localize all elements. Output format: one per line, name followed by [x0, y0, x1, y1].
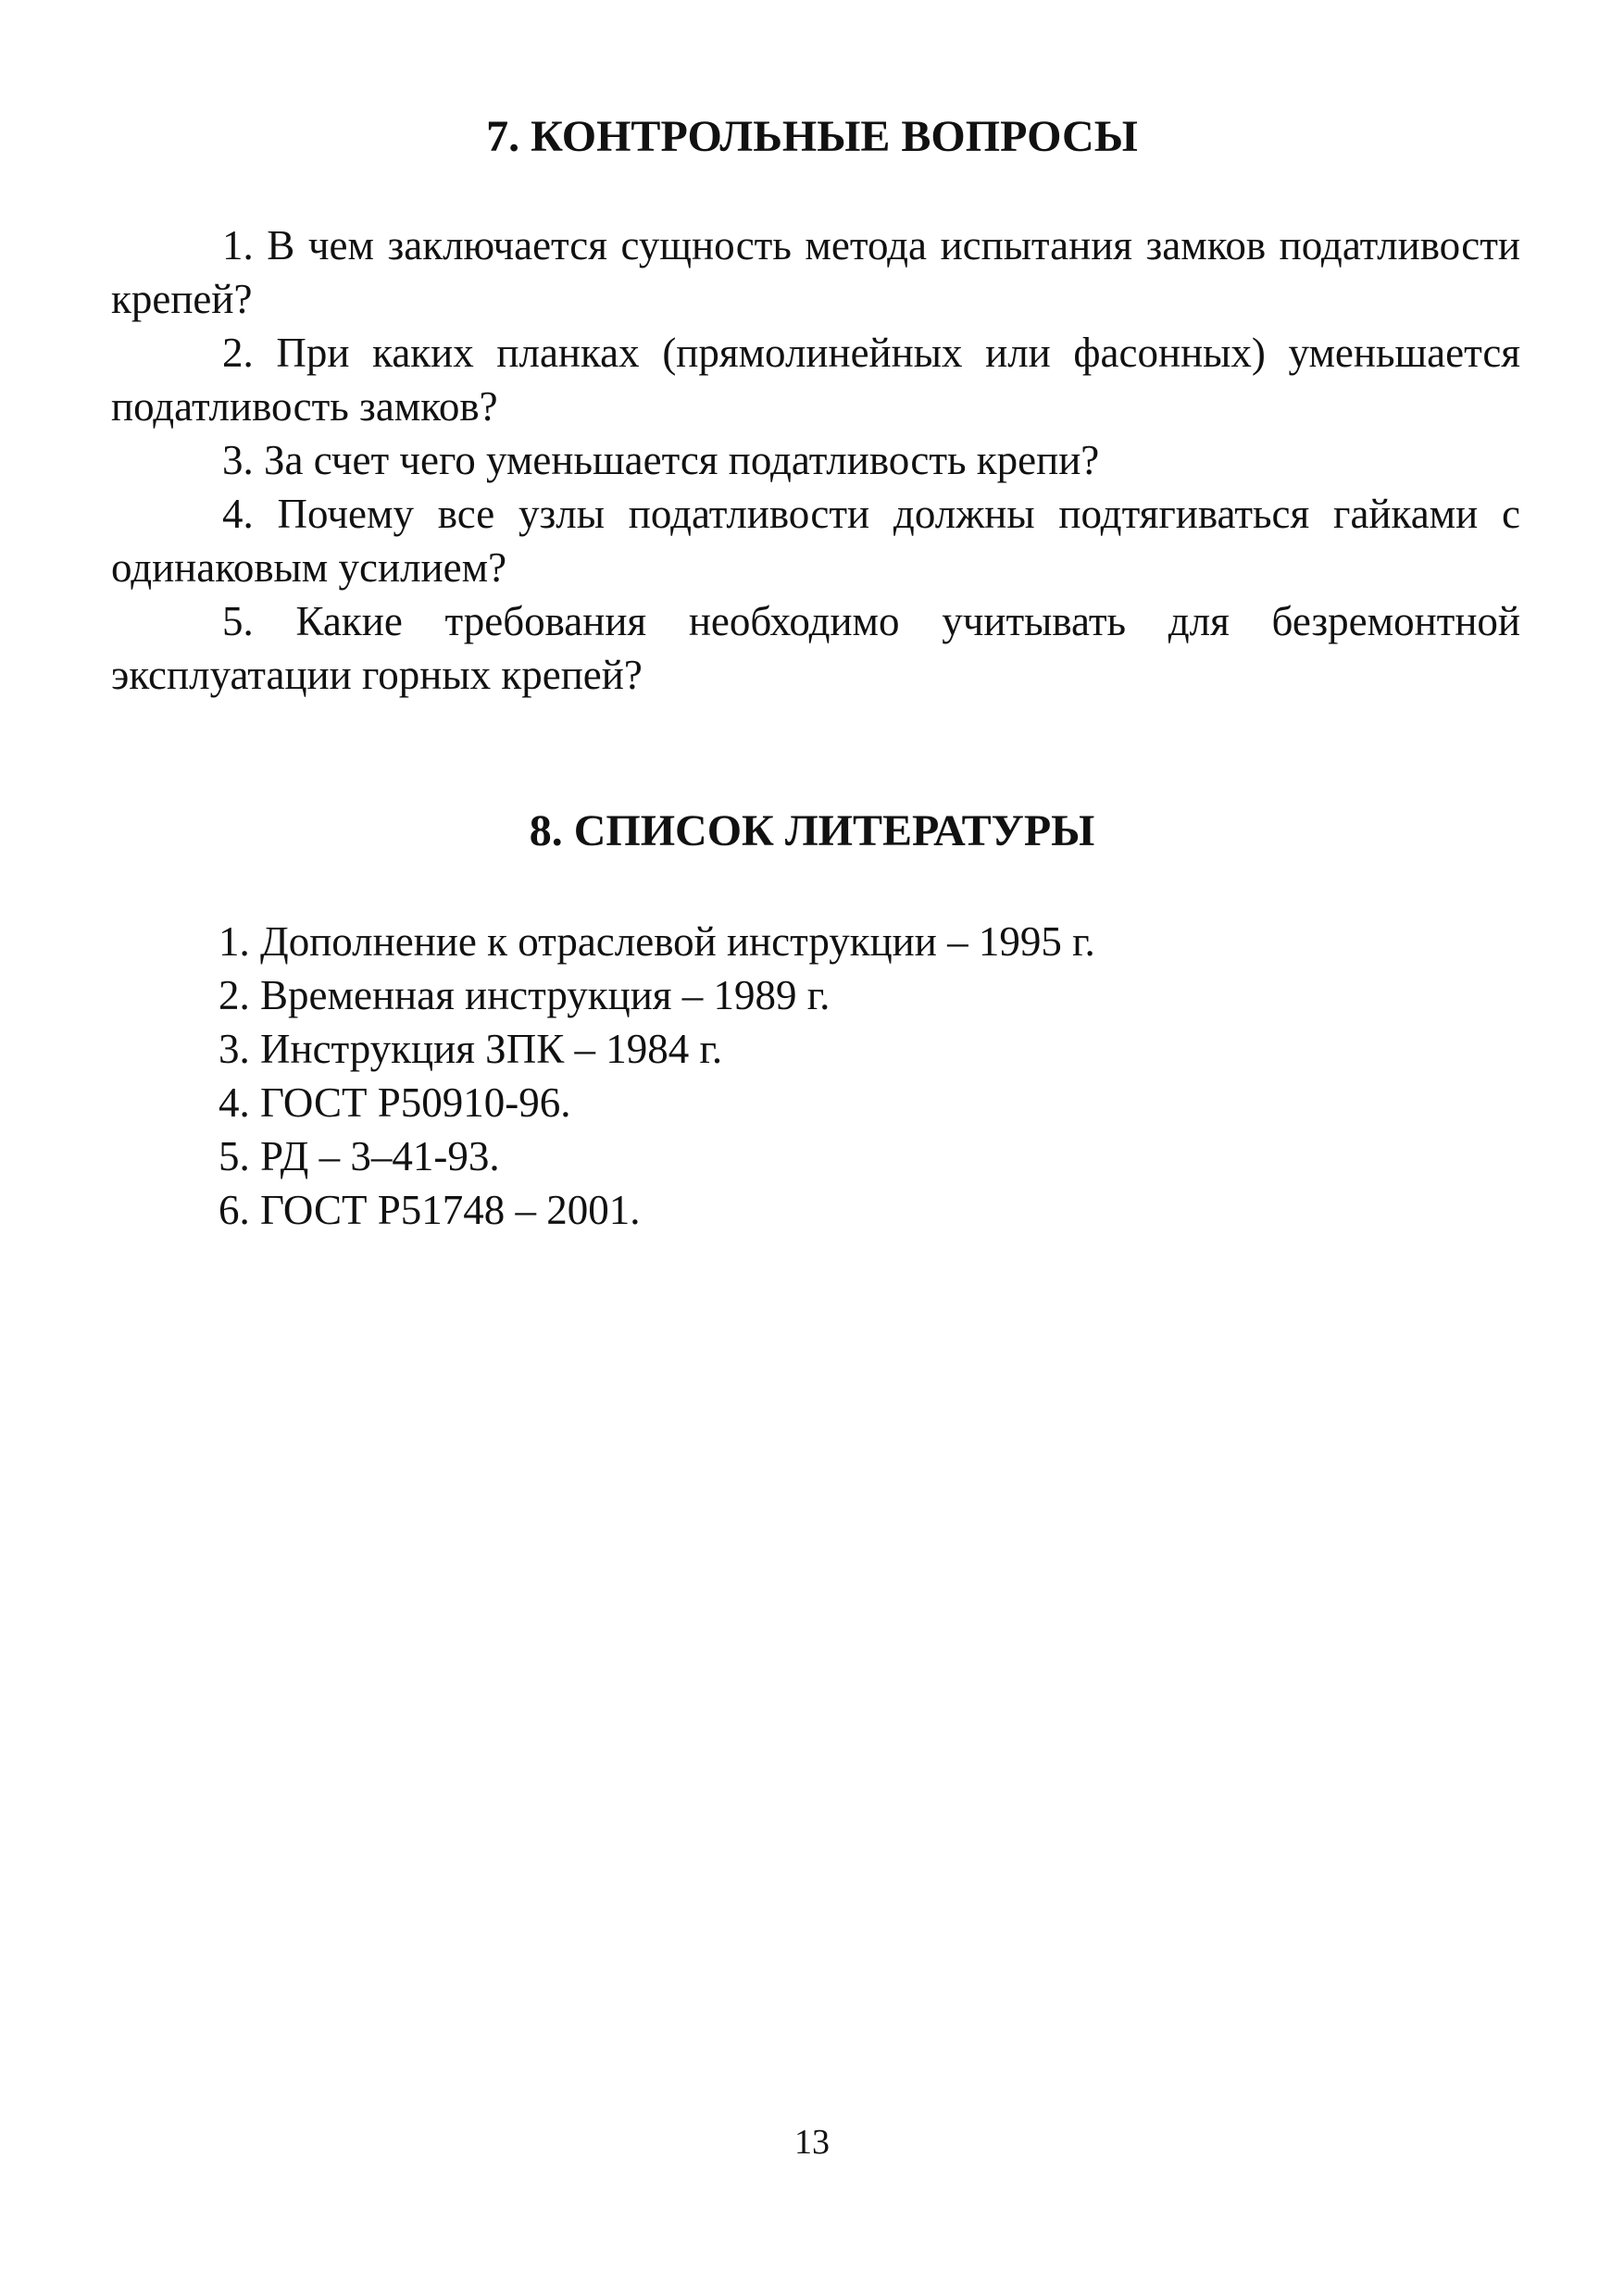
section-heading-literature: 8. СПИСОК ЛИТЕРАТУРЫ	[529, 806, 1095, 855]
literature-item: 4. ГОСТ Р50910-96.	[219, 1079, 571, 1126]
literature-item: 1. Дополнение к отраслевой инструкции – 1995 г.	[219, 918, 1095, 965]
page-number: 13	[794, 2123, 830, 2162]
literature-item: 3. Инструкция ЗПК – 1984 г.	[219, 1026, 723, 1072]
section-heading-control-questions: 7. КОНТРОЛЬНЫЕ ВОПРОСЫ	[486, 112, 1138, 161]
control-questions-list	[111, 218, 1520, 702]
literature-item: 2. Временная инструкция – 1989 г.	[219, 972, 831, 1018]
literature-list	[219, 915, 1422, 1237]
question-item: 1. В чем заключается сущность метода испытания замков податливости крепей?	[111, 222, 1520, 322]
question-item: 5. Какие требования необходимо учитывать для безремонтной эксплуатации горных крепей?	[111, 598, 1520, 698]
question-item: 3. За счет чего уменьшается податливость крепи?	[222, 437, 1100, 483]
question-item: 2. При каких планках (прямолинейных или фасонных) уменьшается податливость замков?	[111, 330, 1520, 430]
question-item: 4. Почему все узлы податливости должны подтягиваться гайками с одинаковым усилием?	[111, 491, 1520, 591]
literature-item: 5. РД – 3–41-93.	[219, 1133, 500, 1179]
literature-item: 6. ГОСТ Р51748 – 2001.	[219, 1187, 641, 1233]
